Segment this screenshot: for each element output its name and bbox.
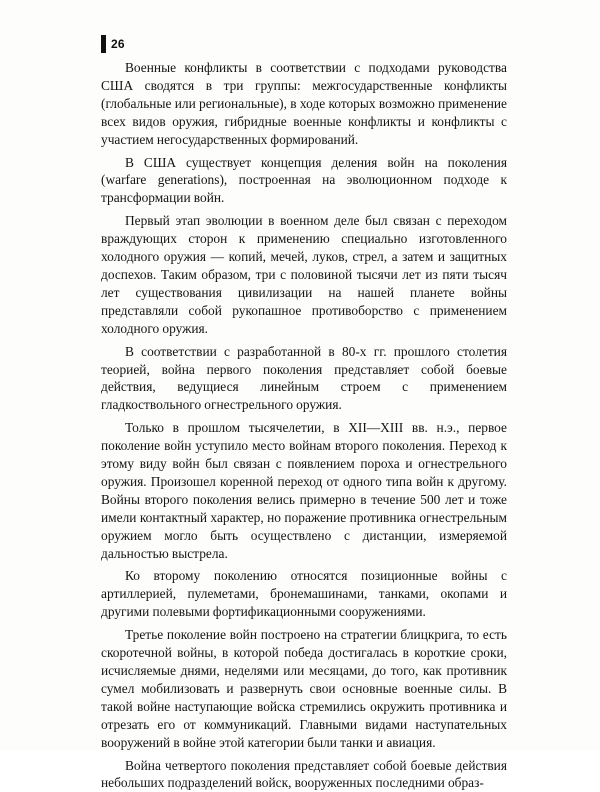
paragraph-3: Первый этап эволюции в военном деле был связан с переходом враждующих сторон к применению специально изготовленного холодного оружия — копий, мечей, луков, стрел, а затем и защитных доспехов. Таким образом, три с половиной тысячи лет из пяти тысяч лет существования цивилизации на нашей планете войны представляли собой рукопашное противоборство с применением холодного оружия. — [101, 213, 507, 336]
paragraph-5: Только в прошлом тысячелетии, в XII—XIII вв. н.э., первое поколение войн уступило место войнам второго поколения. Переход к этому виду войн был связан с появлением пороха и огнестрельного оружия. Произошел коренной переход от одного типа войн к другому. Войны второго поколения велись примерно в течение 500 лет и тоже имели контактный характер, но поражение противника огнестрельным оружием могло быть осуществлено с дистанции, измеряемой дальностью выстрела. — [101, 420, 507, 561]
paragraph-1: Военные конфликты в соответствии с подходами руководства США сводятся в три группы: межгосударственные конфликты (глобальные или региональные), в ходе которых возможно применение всех видов оружия, гибридные военные конфликты и конфликты с участием негосударственных формирований. — [101, 60, 507, 147]
paragraph-6: Ко второму поколению относятся позиционные войны с артиллерией, пулеметами, бронемашинами, танками, окопами и другими полевыми фортификационными сооружениями. — [101, 568, 507, 620]
paragraph-8: Война четвертого поколения представляет собой боевые действия небольших подразделений войск, вооруженных последними образ- — [101, 757, 507, 791]
paragraph-2: В США существует концепция деления войн на поколения (warfare generations), построенная на эволюционном подходе к трансформации войн. — [101, 154, 507, 206]
header-marker-bar — [101, 35, 106, 53]
paragraph-7: Третье поколение войн построено на стратегии блицкрига, то есть скоротечной войны, в которой победа достигалась в короткие сроки, исчисляемые днями, неделями или месяцами, до того, как противник сумел мобилизовать и развернуть свои основные военные силы. В такой войне наступающие войска стремились окружить противника и отрезать его от коммуникаций. Главными видами наступательных вооружений в войне этой категории были танки и авиация. — [101, 627, 507, 750]
page-header — [101, 34, 125, 54]
paragraph-4: В соответствии с разработанной в 80-х гг. прошлого столетия теорией, война первого поколения представляет собой боевые действия, ведущиеся линейным строем с применением гладкоствольного огнестрельного оружия. — [101, 343, 507, 413]
page-number: 26 — [111, 37, 125, 51]
body-text — [101, 59, 507, 792]
